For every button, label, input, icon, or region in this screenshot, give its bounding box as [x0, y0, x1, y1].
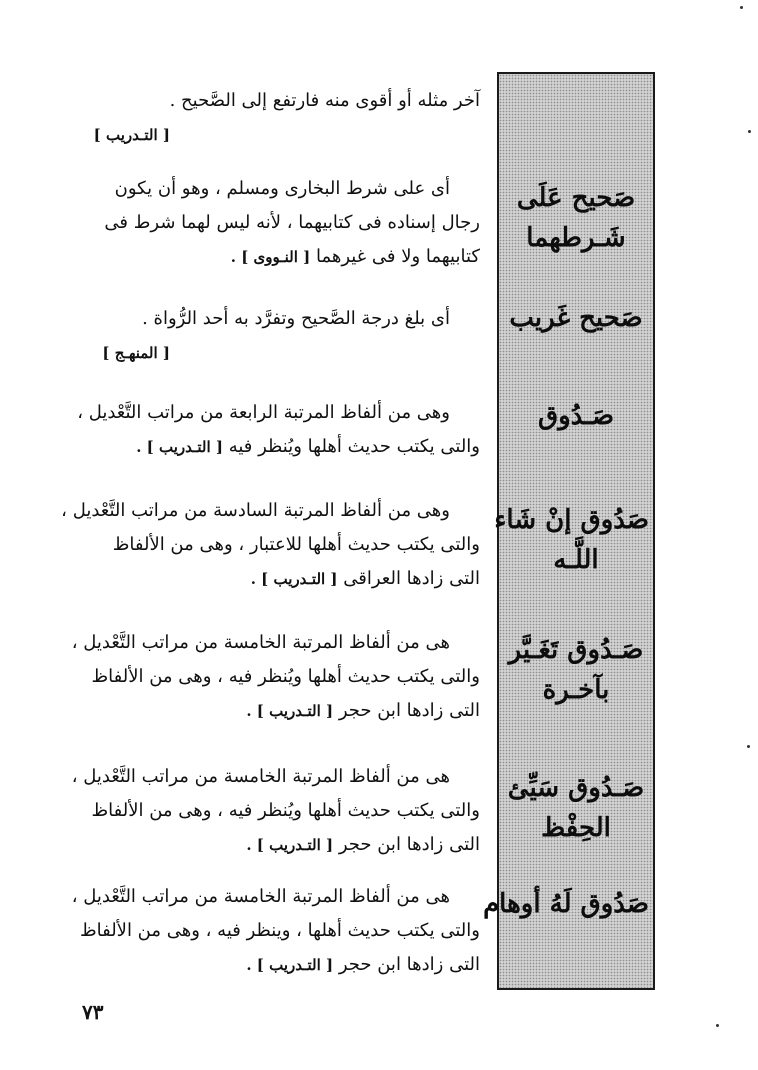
term-saduq-lahu-awham [483, 884, 649, 924]
definition-line: والتى يكتب حديث أهلها ويُنظر فيه ، وهى من الألفاظ [91, 800, 480, 821]
source-citation: [ التـدريب ] . [246, 836, 334, 854]
definition-entry [61, 494, 480, 596]
definition-line: التى زادها ابن حجر [338, 954, 480, 975]
term-line: شَـرطهما [526, 223, 626, 253]
term-line: صَحيح عَلَى [516, 183, 636, 213]
scan-speck [748, 130, 751, 133]
term-line: صَـدُوق سَيِّئ [507, 773, 645, 803]
source-citation: [ التـدريب ] . [246, 956, 334, 974]
definition-entry [71, 760, 480, 862]
scan-speck [740, 6, 743, 9]
term-saduq-taghayyar [503, 630, 649, 710]
term-line: صَدُوق لَهُ أوهام [483, 889, 649, 919]
definition-line: التى زادها العراقى [343, 568, 480, 589]
terms-column [483, 72, 655, 990]
definition-line: رجال إسناده فى كتابيهما ، لأنه ليس لهما شرط فى [104, 212, 480, 233]
definition-line: هى من ألفاظ المرتبة الخامسة من مراتب التَّعْديل ، [71, 766, 450, 787]
definition-line: وهى من ألفاظ المرتبة الرابعة من مراتب التَّعْديل ، [77, 402, 450, 423]
term-line: صَـدُوق [537, 401, 615, 431]
definition-line: والتى يكتب حديث أهلها للاعتبار ، وهى من الألفاظ [112, 534, 480, 555]
definition-entry [74, 302, 480, 370]
term-line: صَـدُوق تَغَـيَّر [508, 635, 644, 665]
term-line: اللَّـه [553, 545, 599, 575]
definition-line: والتى يكتب حديث أهلها ، وينظر فيه ، وهى من الألفاظ [79, 920, 480, 941]
definition-line: هى من ألفاظ المرتبة الخامسة من مراتب التَّعْديل ، [71, 632, 450, 653]
definition-line: التى زادها ابن حجر [338, 834, 480, 855]
scan-speck [716, 1024, 719, 1027]
term-line: الحِفْظ [541, 813, 611, 843]
term-saduq-in-shaa-allah [494, 500, 649, 580]
source-citation: [ التـدريب ] . [246, 702, 334, 720]
definition-line: آخر مثله أو أقوى منه فارتفع إلى الصَّحيح . [169, 90, 480, 111]
term-saduq-sayyi-al-hifz [503, 768, 649, 848]
term-sahih-ala-shartihima [503, 178, 649, 258]
term-line: بآخـرة [542, 675, 610, 705]
source-citation: [ المنهـج ] [102, 344, 170, 362]
definition-entry [71, 626, 480, 728]
page-number: ٧٣ [82, 1000, 104, 1024]
term-saduq [503, 396, 649, 436]
definition-line: هى من ألفاظ المرتبة الخامسة من مراتب التَّعْديل ، [71, 886, 450, 907]
definition-entry [71, 880, 480, 982]
term-sahih-gharib [503, 298, 649, 338]
definition-entry [74, 84, 480, 152]
definition-entry [74, 172, 480, 274]
definition-line: والتى يكتب حديث أهلها ويُنظر فيه [228, 436, 480, 457]
definition-line: أى بلغ درجة الصَّحيح وتفرَّد به أحد الرُّواة . [142, 308, 450, 329]
term-line: صَدُوق إنْ شَاء [494, 505, 649, 535]
source-citation: [ التـدريب ] . [250, 570, 338, 588]
definition-line: كتابيهما ولا فى غيرهما [315, 246, 480, 267]
term-line: صَحيح غَريب [509, 303, 643, 333]
scan-speck [747, 745, 750, 748]
definition-line: التى زادها ابن حجر [338, 700, 480, 721]
definition-line: والتى يكتب حديث أهلها ويُنظر فيه ، وهى من الألفاظ [91, 666, 480, 687]
source-citation: [ التـدريب ] [93, 126, 170, 144]
source-citation: [ النـووى ] . [230, 248, 311, 266]
definition-line: وهى من ألفاظ المرتبة السادسة من مراتب التَّعْديل ، [61, 500, 450, 521]
definition-line: أى على شرط البخارى ومسلم ، وهو أن يكون [114, 178, 450, 199]
definition-entry [74, 396, 480, 464]
source-citation: [ التـدريب ] . [136, 438, 223, 456]
